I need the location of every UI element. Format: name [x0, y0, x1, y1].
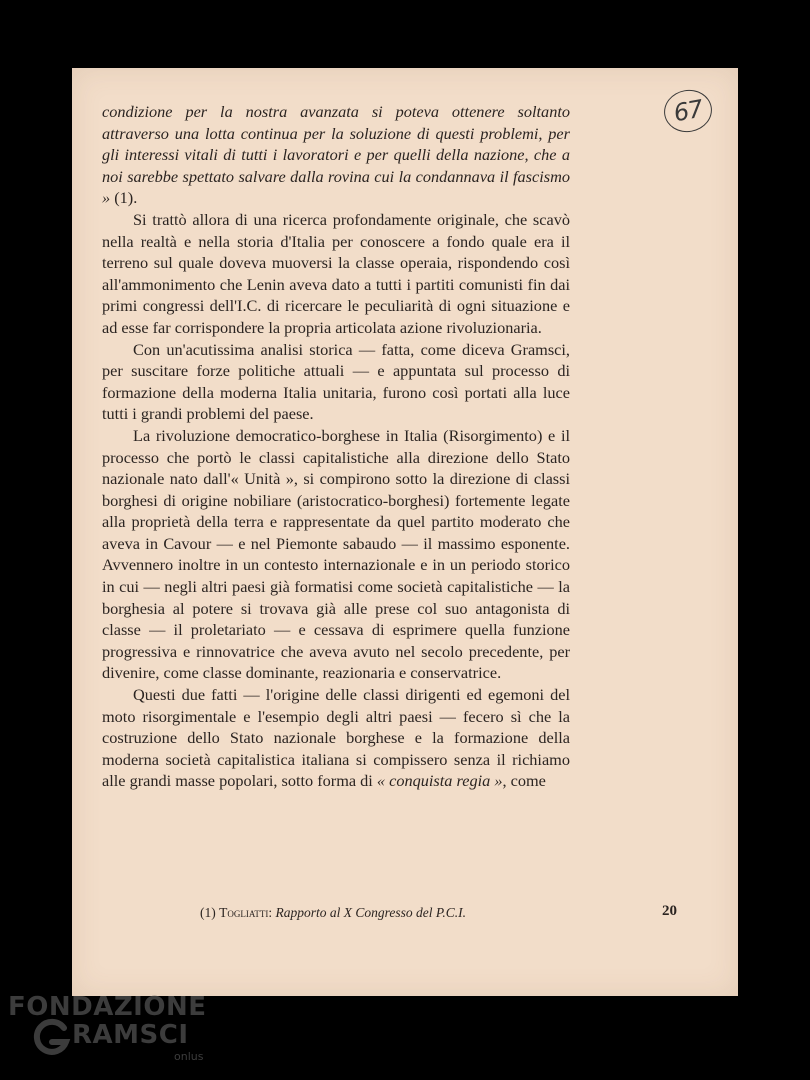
footnote-marker: (1) [200, 905, 220, 920]
body-text [102, 101, 570, 792]
handwritten-page-number-stamp [661, 86, 716, 136]
paragraph-5-end: , come [502, 771, 546, 791]
paragraph-1 [102, 101, 570, 209]
paragraph-3: Con un'acutissima analisi storica — fatta, come diceva Gramsci, per suscitare forze politiche attuali — e appuntata sul processo di formazione della moderna Italia unitaria, furono così portati alla luce tutti i grandi problemi del paese. [102, 339, 570, 424]
footnote [200, 905, 466, 921]
paragraph-5 [102, 684, 570, 792]
watermark-line-1: FONDAZIONE [8, 992, 207, 1022]
footnote-title: Rapporto al X Congresso del P.C.I. [272, 905, 467, 920]
paragraph-1-reference: (1). [110, 188, 138, 208]
paragraph-5-quote: « conquista regia » [376, 771, 503, 791]
paragraph-4: La rivoluzione democratico-borghese in Italia (Risorgimento) e il processo che portò le classi capitalistiche alla direzione dello Stato nazionale nato dall'« Unità », si compirono sotto la direzione di classi borghesi di origine nobiliare (aristocratico-borghesi) fortemente legate alla proprietà della terra e rappresentate da quel partito moderato che aveva in Cavour — e nel Piemonte sabaudo — il massimo esponente. Avvennero inoltre in un contesto internazionale e in un periodo storico in cui — negli altri paesi già formatisi come società capitalistiche — la borghesia al potere si trovava già alle prese col suo antagonista di classe — il proletariato — e cessava di esprimere quella funzione progressiva e rinnovatrice che aveva avuto nel secolo precedente, per divenire, come classe dominante, reazionaria e conservatrice. [102, 425, 570, 683]
fondazione-gramsci-watermark [8, 992, 208, 1072]
footnote-author: Togliatti: [219, 905, 273, 920]
paragraph-1-quote: condizione per la nostra avanzata si poteva ottenere soltanto attraverso una lotta continua per la soluzione di questi problemi, per gli interessi vitali di tutti i lavoratori e per quelli della nazione, che a noi sarebbe spettato salvare dalla rovina cui la condannava il fascismo » [102, 102, 570, 208]
paragraph-2: Si trattò allora di una ricerca profondamente originale, che scavò nella realtà e nella storia d'Italia per conoscere a fondo quale era il terreno sul quale doveva muoversi la classe operaia, rispondendo così all'ammonimento che Lenin aveva dato a tutti i partiti comunisti fin dai primi congressi dell'I.C. di ricercare le peculiarità di ogni situazione e ad esse far corrispondere la propria articolata azione rivoluzionaria. [102, 209, 570, 337]
watermark-g-logo-icon [32, 1018, 72, 1058]
watermark-line-2: RAMSCI [72, 1020, 189, 1050]
paragraph-5-start: Questi due fatti — l'origine delle classi dirigenti ed egemoni del moto risorgimentale e l'esempio degli altri paesi — fecero sì che la costruzione dello Stato nazionale borghese e la formazione della moderna società capitalistica italiana si compissero senza il richiamo alle grandi masse popolari, sotto forma di [102, 685, 570, 791]
watermark-suffix: onlus [174, 1050, 204, 1063]
page-number: 20 [662, 903, 677, 919]
stamp-number: 67 [671, 94, 705, 128]
